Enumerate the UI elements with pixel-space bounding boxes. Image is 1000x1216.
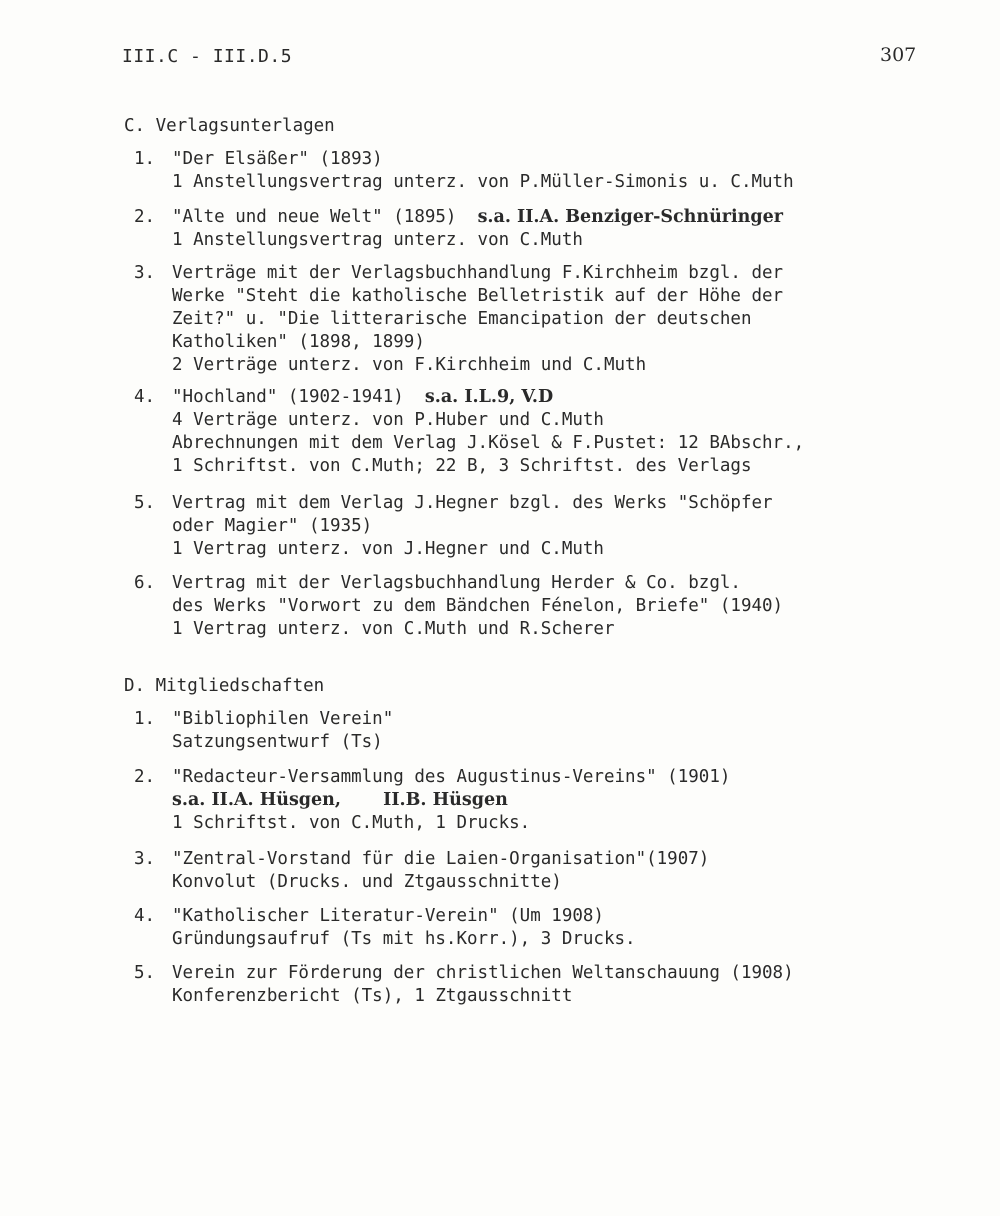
list-item (134, 206, 974, 252)
item-number: 1. (134, 709, 156, 729)
item-number: 2. (134, 767, 156, 787)
item-line: 2 Verträge unterz. von F.Kirchheim und C.Muth (172, 355, 647, 375)
item-title: Vertrag mit dem Verlag J.Hegner bzgl. des Werks "Schöpfer (172, 493, 773, 513)
item-title: Vertrag mit der Verlagsbuchhandlung Herder & Co. bzgl. (172, 573, 741, 593)
list-item (134, 572, 974, 641)
list-item (134, 766, 974, 835)
list-item (134, 492, 974, 561)
section-title-c: C. Verlagsunterlagen (124, 116, 335, 136)
item-line: Gründungsaufruf (Ts mit hs.Korr.), 3 Drucks. (172, 929, 636, 949)
item-number: 1. (134, 149, 156, 169)
item-title: "Zentral-Vorstand für die Laien-Organisation"(1907) (172, 849, 710, 869)
item-line: Satzungsentwurf (Ts) (172, 732, 383, 752)
item-line: 1 Vertrag unterz. von C.Muth und R.Scherer (172, 619, 615, 639)
item-number: 3. (134, 263, 156, 283)
section-title-d: D. Mitgliedschaften (124, 676, 325, 696)
item-line: 4 Verträge unterz. von P.Huber und C.Muth (172, 410, 604, 430)
item-number: 3. (134, 849, 156, 869)
item-number: 5. (134, 493, 156, 513)
item-number: 2. (134, 207, 156, 227)
page-number: 307 (880, 44, 917, 66)
cross-reference: II.B. Hüsgen (383, 790, 508, 810)
list-item (134, 708, 974, 754)
item-title: "Bibliophilen Verein" (172, 709, 394, 729)
item-title: "Hochland" (1902-1941) (172, 387, 404, 407)
item-line: Konvolut (Drucks. und Ztgausschnitte) (172, 872, 562, 892)
list-item (134, 962, 974, 1008)
item-line: Abrechnungen mit dem Verlag J.Kösel & F.Pustet: 12 BAbschr., (172, 433, 805, 453)
item-line: Konferenzbericht (Ts), 1 Ztgausschnitt (172, 986, 573, 1006)
item-title: "Alte und neue Welt" (1895) (172, 207, 457, 227)
cross-reference: s.a. II.A. Benziger-Schnüringer (477, 207, 783, 227)
item-title: Verein zur Förderung der christlichen Weltanschauung (1908) (172, 963, 794, 983)
list-item (134, 148, 974, 194)
item-title: Verträge mit der Verlagsbuchhandlung F.Kirchheim bzgl. der (172, 263, 784, 283)
item-line: 1 Schriftst. von C.Muth; 22 B, 3 Schriftst. des Verlags (172, 456, 752, 476)
list-item (134, 262, 974, 377)
page-range-header: III.C - III.D.5 (122, 46, 293, 67)
item-number: 5. (134, 963, 156, 983)
item-line: 1 Schriftst. von C.Muth, 1 Drucks. (172, 813, 531, 833)
item-title: "Katholischer Literatur-Verein" (Um 1908) (172, 906, 604, 926)
list-item (134, 848, 974, 894)
item-line: Katholiken" (1898, 1899) (172, 332, 425, 352)
item-line: Zeit?" u. "Die litterarische Emancipation der deutschen (172, 309, 752, 329)
cross-reference: s.a. I.L.9, V.D (424, 387, 554, 407)
item-line: 1 Anstellungsvertrag unterz. von C.Muth (172, 230, 583, 250)
item-number: 6. (134, 573, 156, 593)
item-number: 4. (134, 387, 156, 407)
cross-reference: s.a. II.A. Hüsgen, (172, 790, 341, 810)
item-line: Werke "Steht die katholische Belletristik auf der Höhe der (172, 286, 784, 306)
list-item (134, 905, 974, 951)
item-title: "Der Elsäßer" (1893) (172, 149, 383, 169)
item-line: oder Magier" (1935) (172, 516, 373, 536)
item-line: 1 Anstellungsvertrag unterz. von P.Müller-Simonis u. C.Muth (172, 172, 794, 192)
item-line: 1 Vertrag unterz. von J.Hegner und C.Muth (172, 539, 604, 559)
list-item (134, 386, 974, 478)
item-line: des Werks "Vorwort zu dem Bändchen Fénelon, Briefe" (1940) (172, 596, 784, 616)
item-number: 4. (134, 906, 156, 926)
item-title: "Redacteur-Versammlung des Augustinus-Vereins" (1901) (172, 767, 731, 787)
